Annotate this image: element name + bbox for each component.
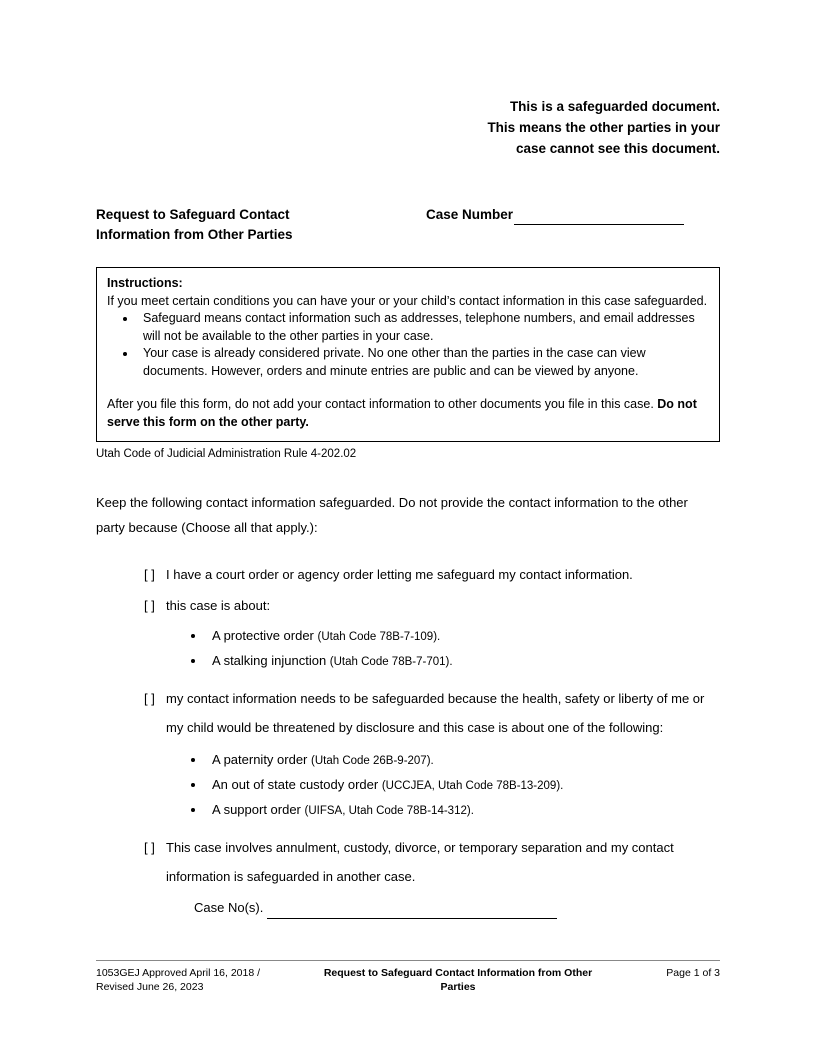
sub-option-text: An out of state custody order — [212, 777, 382, 792]
list-item — [206, 624, 720, 649]
list-item — [206, 773, 720, 798]
instructions-intro: If you meet certain conditions you can have your or your child’s contact information in this case safeguarded. — [107, 293, 708, 308]
list-item: • Your case is already considered private. No one other than the parties in the case can view documents. However, orders and minute entries are public and can be viewed by anyone. — [137, 345, 709, 380]
list-item: • Safeguard means contact information such as addresses, telephone numbers, and email addresses will not be available to the other parties in your case. — [137, 310, 709, 345]
page-title-line-2: Information from Other Parties — [96, 227, 293, 242]
options-list — [144, 562, 720, 919]
option-health-safety-sublist — [144, 748, 720, 823]
checkbox[interactable]: [ ] — [144, 840, 155, 855]
case-numbers-field[interactable] — [194, 897, 720, 919]
sub-option-text: A paternity order — [212, 752, 311, 767]
lead-paragraph: Keep the following contact information safeguarded. Do not provide the contact information to the other party because (Choose all that apply.): — [96, 495, 688, 535]
sub-option-citation: (Utah Code 78B-7-109). — [317, 631, 441, 643]
option-case-is-about-sublist — [144, 624, 720, 674]
sub-option-citation: (Utah Code 78B-7-701). — [329, 656, 453, 668]
instructions-after — [107, 396, 709, 431]
checkbox[interactable]: [ ] — [144, 691, 155, 706]
footer-revision: Revised June 26, 2023 — [96, 981, 204, 993]
safeguard-notice-line-3: case cannot see this document. — [515, 141, 720, 156]
page-title-line-1: Request to Safeguard Contact — [96, 207, 290, 222]
option-case-is-about[interactable] — [144, 593, 720, 618]
page-footer — [96, 960, 720, 994]
safeguard-notice-line-2: This means the other parties in your — [487, 120, 720, 135]
option-court-order[interactable] — [144, 562, 720, 587]
option-label: This case involves annulment, custody, divorce, or temporary separation and my contact information is safeguarded in another case. — [166, 840, 674, 884]
case-numbers-blank-line[interactable] — [267, 905, 557, 919]
footer-title-line-2: Parties — [440, 981, 476, 993]
safeguard-notice — [296, 96, 720, 159]
option-label: I have a court order or agency order letting me safeguard my contact information. — [166, 567, 633, 582]
list-item — [206, 649, 720, 674]
option-annulment-custody-divorce[interactable] — [144, 833, 720, 891]
title-row — [96, 205, 720, 245]
option-health-safety-liberty[interactable] — [144, 684, 720, 742]
footer-center — [306, 966, 610, 994]
option-label: this case is about: — [166, 598, 271, 613]
sub-option-text: A stalking injunction — [212, 653, 330, 668]
safeguard-notice-line-1: This is a safeguarded document. — [509, 99, 720, 114]
case-number-label: Case Number — [426, 207, 514, 222]
page-title — [96, 205, 426, 245]
footer-form-id: 1053GEJ Approved April 16, 2018 / — [96, 967, 261, 979]
instructions-after-text: After you file this form, do not add your contact information to other documents you file in this case. — [107, 397, 658, 411]
sub-option-text: A support order — [212, 802, 305, 817]
footer-left — [96, 966, 306, 994]
instructions-after-bold: Do not serve this form on the other party. — [107, 397, 697, 429]
footer-title-line-1: Request to Safeguard Contact Information from Other — [323, 967, 593, 979]
instructions-label: Instructions: — [107, 276, 183, 290]
checkbox[interactable]: [ ] — [144, 598, 155, 613]
list-item — [206, 748, 720, 773]
checkbox[interactable]: [ ] — [144, 567, 155, 582]
sub-option-citation: (UCCJEA, Utah Code 78B-13-209). — [381, 780, 564, 792]
case-numbers-label: Case No(s). — [194, 900, 264, 915]
rule-citation: Utah Code of Judicial Administration Rule 4-202.02 — [96, 448, 357, 460]
sub-option-citation: (UIFSA, Utah Code 78B-14-312). — [304, 805, 474, 817]
footer-page-number: Page 1 of 3 — [666, 967, 720, 979]
sub-option-text: A protective order — [212, 628, 318, 643]
list-item — [206, 798, 720, 823]
option-label: my contact information needs to be safeguarded because the health, safety or liberty of me or my child would be threatened by disclosure and this case is about one of the following: — [166, 691, 705, 735]
case-number-field[interactable] — [426, 205, 684, 225]
sub-option-citation: (Utah Code 26B-9-207). — [311, 755, 434, 767]
instructions-bullet-list — [107, 310, 709, 380]
instructions-box — [96, 267, 720, 442]
case-number-blank-line[interactable] — [514, 210, 684, 225]
